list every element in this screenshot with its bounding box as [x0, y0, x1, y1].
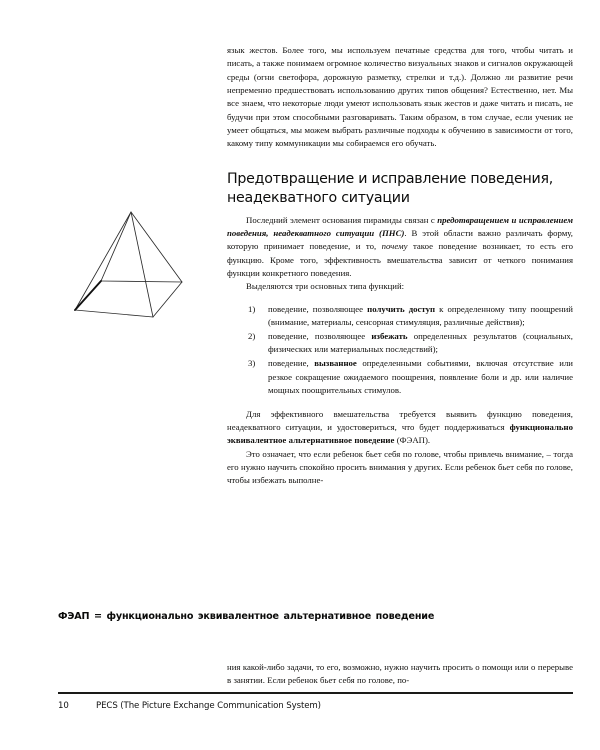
- list-item-1-run-3: к определенному типу поощрений (внимание, материалы, сенсорная стимуляция, различные действия);: [268, 303, 573, 328]
- paragraph-intro: [227, 44, 573, 151]
- paragraph-intervention: [227, 408, 573, 448]
- list-item-3-run-3: определенными событиями, включая отсутствие или резкое сокращение ожидаемого поощрения, появление боли и др. или наличие мощных поощрительных стимулов.: [268, 358, 573, 395]
- paragraph-definition: [227, 214, 573, 281]
- list-item-3-emphasis: вызванное: [314, 358, 357, 369]
- key-term-feap: функционально эквивалентное альтернативное поведение: [227, 422, 573, 446]
- section-heading-line-1: Предотвращение и исправление поведения,: [227, 170, 554, 187]
- key-term-pns: предотвращением и исправлением поведения, неадекватного ситуации (ПНС): [227, 214, 574, 239]
- list-item: [227, 357, 573, 397]
- list-item-marker: 2): [248, 331, 256, 341]
- callout-feap-definition: [58, 610, 578, 623]
- para-5-text: Это означает, что если ребенок бьет себя по голове, чтобы привлечь внимание, – тогда его нужно научить спокойно просить внимания у других. Если ребенок бьет себя по голове, чтобы избежать выполне-: [227, 448, 573, 486]
- function-types-list: [227, 303, 573, 397]
- list-item-1-run-1: поведение, позволяющее: [268, 303, 368, 314]
- page-number: 10: [58, 701, 69, 711]
- list-item-2-run-1: поведение, позволяющее: [268, 331, 372, 341]
- page-title: [227, 170, 573, 209]
- para-2-run-5: такое поведение возникает, то есть его функцию. Кроме того, эффективность вмешательства зависит от четкого понимания функции конкретного поведения.: [227, 241, 573, 279]
- main-text-column-lower: [227, 661, 573, 688]
- paragraph-three-functions-lead: [227, 280, 573, 293]
- main-text-column: [227, 44, 573, 488]
- footer-divider: [58, 692, 573, 694]
- footer-book-title: PECS (The Picture Exchange Communication System): [96, 701, 321, 711]
- page-footer: [58, 700, 573, 712]
- para-2-run-3: . В этой области важно различать форму, которую принимает поведение, и то,: [227, 228, 574, 252]
- list-item-3-run-1: поведение,: [268, 358, 315, 369]
- paragraph-example-continued: [227, 661, 573, 688]
- paragraph-example: [227, 448, 573, 488]
- list-item-1-emphasis: получить доступ: [367, 303, 436, 314]
- list-item-marker: 1): [248, 303, 256, 314]
- list-item: [227, 330, 573, 357]
- callout-text: ФЭАП = функционально эквивалентное альтернативное поведение: [58, 611, 435, 622]
- list-item-2-run-3: определенных результатов (социальных, физических или материальных последствий);: [268, 331, 573, 355]
- para-2-run-1: Последний элемент основания пирамиды связан с: [246, 214, 438, 225]
- section-heading-line-2: неадекватного ситуации: [227, 190, 410, 207]
- list-item: [227, 303, 573, 330]
- para-6-text: ния какой-либо задачи, то его, возможно, нужно научить просить о помощи или о перерыве в занятии. Если ребенок бьет себя по голове, по-: [227, 662, 573, 686]
- para-3-text: Выделяются три основных типа функций:: [246, 281, 405, 292]
- pyramid-diagram: [48, 205, 198, 330]
- list-item-2-emphasis: избежать: [371, 331, 408, 341]
- emphasis-pochemu: почему: [381, 241, 408, 252]
- para-4-run-1: Для эффективного вмешательства требуется выявить функцию поведения, неадекватного ситуации, и удостовериться, что будет поддерживаться: [227, 408, 573, 433]
- paragraph-intro-text: язык жестов. Более того, мы используем печатные средства для того, чтобы читать и писать, а также понимаем огромное количество визуальных знаков и сигналов окружающей среды (огни светофора, дорожную разметку, стрелки и т.д.). Должно ли развитие речи непременно предшествовать использованию других типов общения? Естественно, нет. Мы все знаем, что некоторые люди умеют использовать язык жестов и даже читать и писать, не будучи при этом способными разговаривать. Таким образом, в том случае, если ученик не умеет общаться, мы можем выбрать различные подходы к обучению в зависимости от того, какому типу коммуникации мы собираемся его обучать.: [227, 45, 573, 149]
- pyramid-wireframe-svg: [48, 205, 198, 330]
- para-4-run-3: (ФЭАП).: [394, 435, 431, 446]
- list-item-marker: 3): [248, 358, 256, 369]
